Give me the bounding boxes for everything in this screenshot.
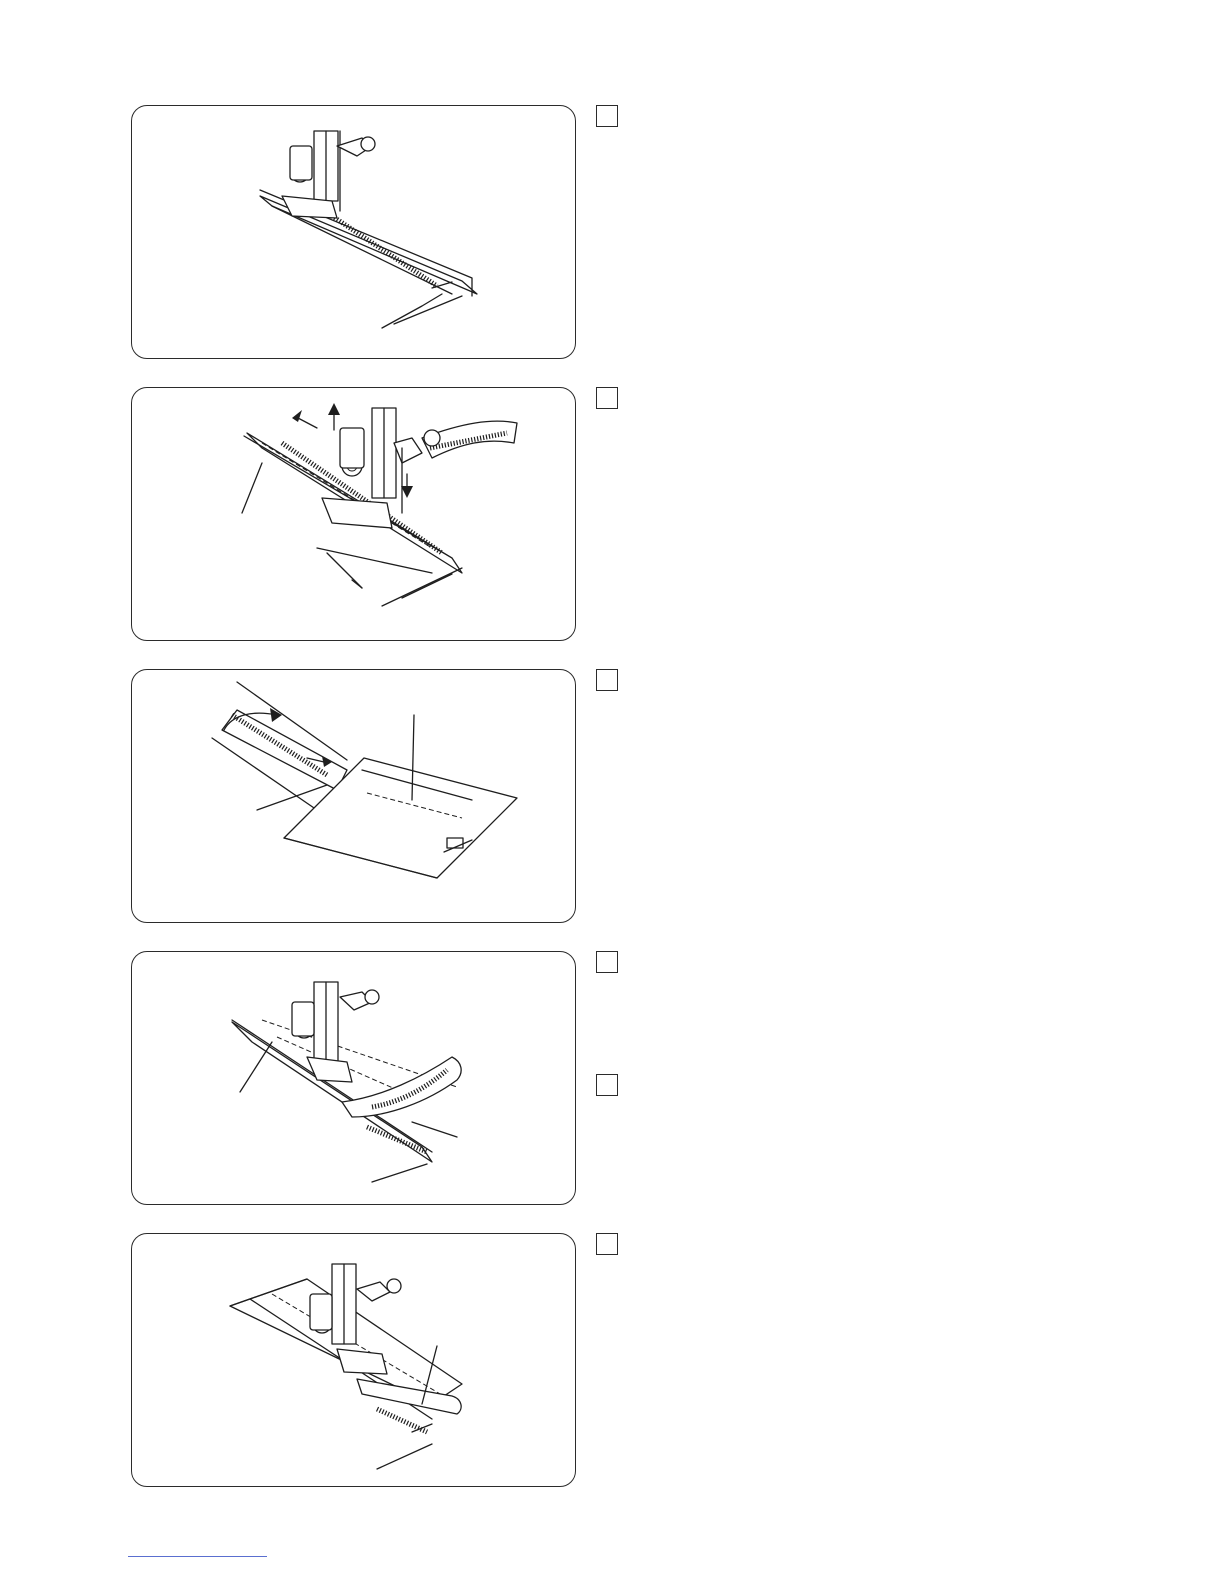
illustration-panel-6 — [131, 1233, 576, 1487]
finishing-zipper-seam-illustration — [132, 1234, 576, 1487]
step-6-checkbox — [596, 1233, 618, 1255]
illustration-panel-3 — [131, 669, 576, 923]
zipper-stitching-illustration — [132, 388, 576, 641]
zipper-fold-and-fabric-illustration — [132, 670, 576, 923]
illustration-panel-1 — [131, 105, 576, 359]
illustration-panel-4 — [131, 951, 576, 1205]
presser-foot-zipper-illustration — [132, 106, 576, 359]
topstitching-zipper-illustration — [132, 952, 576, 1205]
step-4-checkbox — [596, 951, 618, 973]
step-1-checkbox — [596, 105, 618, 127]
step-2-checkbox — [596, 387, 618, 409]
illustration-panel-2 — [131, 387, 576, 641]
footer-rule — [128, 1556, 267, 1557]
step-5-checkbox — [596, 1074, 618, 1096]
step-3-checkbox — [596, 669, 618, 691]
